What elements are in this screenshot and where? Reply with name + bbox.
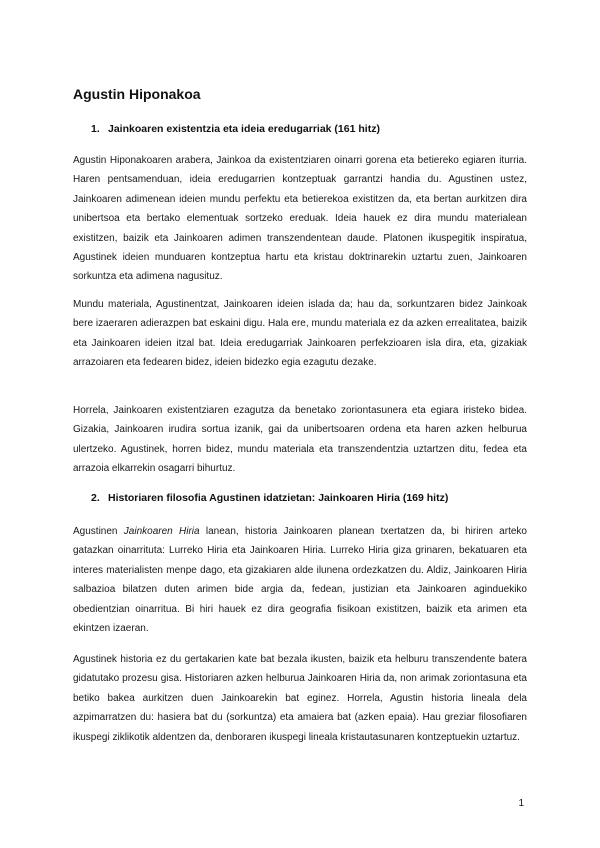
- section-2-paragraph-1-start: Agustinen: [73, 526, 124, 537]
- section-1-heading: [91, 122, 380, 136]
- section-2-paragraph-1-rest: lanean, historia Jainkoaren planean txertatzen da, bi hiriren arteko gatazkan oinarrituta: Lurreko Hiria eta Jainkoaren Hiria. Lurreko Hiria giza grinaren, bekatuaren eta interes materialisten menpe dago, eta gizakiaren alde ilunena ordezkatzen du. Aldiz, Jainkoaren Hiria salbazioa bilatzen duten arimen bide argia da, fedean, justizian eta Jainkoaren aginduekiko obedientzian oinarritua. Bi hiri hauek ez dira geografia fisikoan existitzen, baizik eta arimen eta ekintzen izaeran.: [73, 526, 527, 635]
- section-1-number: 1.: [91, 123, 100, 135]
- section-1-paragraph-1: Agustin Hiponakoaren arabera, Jainkoa da existentziaren oinarri gorena eta betiereko egiaren iturria. Haren pentsamenduan, ideia eredugarrien kontzeptuak garrantzi handia du. Agustinen ustez, Jainkoaren adimenean ideien mundu perfektu eta betierekoa existitzen da, eta bertan aurkitzen dira unibertsoa eta bertako elementuak sortzeko ereduak. Ideia hauek ez dira mundu materialean existitzen, baizik eta Jainkoaren adimen transzendentean daude. Platonen ikuspegitik inspiratua, Agustinek ideien munduaren kontzeptua hartu eta kristau doktrinarekin uztartu zuen, Jainkoaren sorkuntza eta adimena nagusituz.: [73, 155, 527, 283]
- section-2-heading: [91, 491, 448, 505]
- section-1-heading-text: Jainkoaren existentzia eta ideia eredugarriak (161 hitz): [108, 123, 380, 135]
- section-2-paragraph-1: [73, 522, 527, 638]
- section-2-heading-text: Historiaren filosofia Agustinen idatzietan: Jainkoaren Hiria (169 hitz): [108, 492, 449, 504]
- document-title: Agustin Hiponakoa: [73, 86, 201, 102]
- section-2-paragraph-2: Agustinek historia ez du gertakarien kate bat bezala ikusten, baizik eta helburu transzendente batera gidatutako prozesu gisa. Historiaren azken helburua Jainkoaren Hiria da, non arimak zoriontasuna eta betiko bakea aurkitzen duen Jainkoarekin bat eginez. Horrela, Agustin historia lineala dela azpimarratzen du: hasiera bat du (sorkuntza) eta amaiera bat (azken epaia). Hau greziar filosofiaren ikuspegi ziklikotik aldentzen da, denboraren ikuspegi lineala kristautasunaren kontzeptuekin uztartuz.: [73, 654, 527, 743]
- section-2-number: 2.: [91, 492, 100, 504]
- section-1-paragraph-2: Mundu materiala, Agustinentzat, Jainkoaren ideien islada da; hau da, sorkuntzaren bidez Jainkoak bere izaeraren adierazpen bat eskaini digu. Hala ere, mundu materiala ez da azken errealitatea, baizik eta Jainkoaren ideien itzal bat. Ideia eredugarriak Jainkoaren perfekzioaren isla dira, eta, gizakiak arrazoiaren eta fedearen bidez, ideien bidezko egia ezagutu dezake.: [73, 299, 527, 369]
- page-number: 1: [518, 798, 524, 809]
- book-title-jainkoaren-hiria: Jainkoaren Hiria: [123, 526, 200, 537]
- section-1-paragraph-3: Horrela, Jainkoaren existentziaren ezagutza da benetako zoriontasunera eta egiara iristeko bidea. Gizakia, Jainkoaren irudira sortua izanik, gai da unibertsoaren ordena eta haren azken helburua ulertzeko. Agustinek, horren bidez, mundu materiala eta transzendentzia uztartzen ditu, fedea eta arrazoia elkarrekin osagarri bihurtuz.: [73, 405, 527, 475]
